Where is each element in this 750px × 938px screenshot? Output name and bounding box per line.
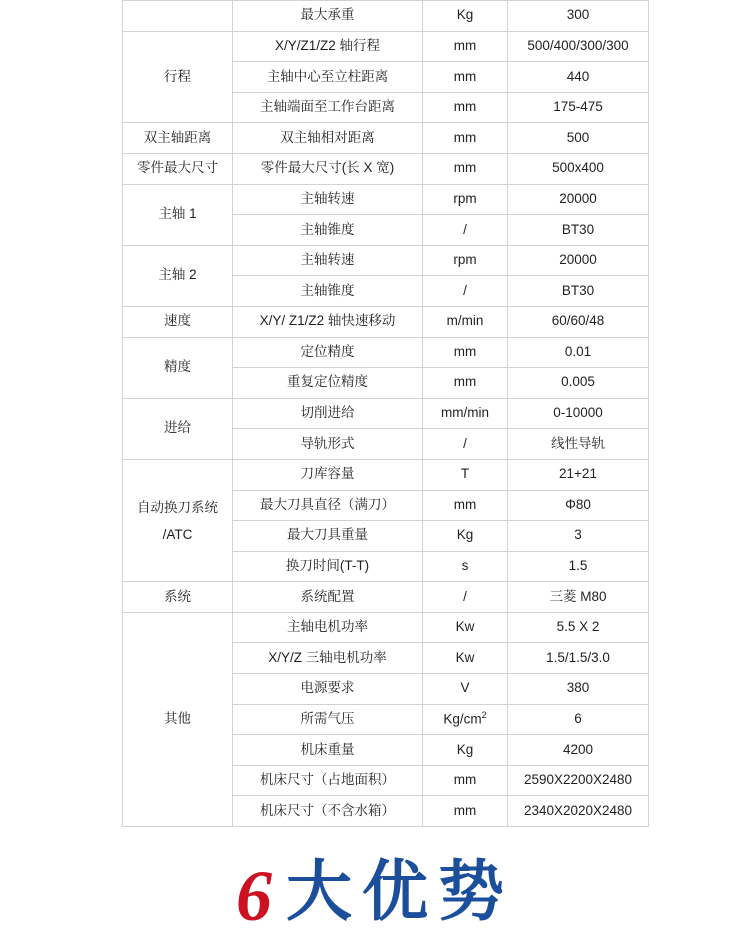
row-value: Φ80 (508, 490, 649, 521)
row-item: 机床尺寸（不含水箱） (233, 796, 423, 827)
row-unit: Kw (423, 612, 508, 643)
headline-text: 大优势 (286, 854, 514, 928)
row-item: 重复定位精度 (233, 368, 423, 399)
row-value: 2340X2020X2480 (508, 796, 649, 827)
row-item: 机床重量 (233, 735, 423, 766)
row-value: 175-475 (508, 92, 649, 123)
row-item: 机床尺寸（占地面积） (233, 765, 423, 796)
row-value: 0-10000 (508, 398, 649, 429)
row-unit: / (423, 582, 508, 613)
row-category (123, 459, 233, 581)
row-unit: / (423, 429, 508, 460)
row-item: 切削进给 (233, 398, 423, 429)
row-item: 主轴转速 (233, 184, 423, 215)
row-category: 行程 (123, 31, 233, 123)
row-unit: Kg (423, 735, 508, 766)
specification-table (122, 0, 649, 827)
row-unit: mm/min (423, 398, 508, 429)
row-value: 440 (508, 62, 649, 93)
row-item: 所需气压 (233, 704, 423, 735)
row-category: 进给 (123, 398, 233, 459)
row-unit: rpm (423, 245, 508, 276)
row-unit: Kw (423, 643, 508, 674)
row-value: 0.005 (508, 368, 649, 399)
row-value: 500 (508, 123, 649, 154)
row-value: 500/400/300/300 (508, 31, 649, 62)
row-item: 主轴锥度 (233, 215, 423, 246)
table-row (123, 245, 649, 276)
row-unit: T (423, 459, 508, 490)
table-row (123, 31, 649, 62)
row-category: 零件最大尺寸 (123, 153, 233, 184)
row-unit (423, 704, 508, 735)
row-item: 主轴电机功率 (233, 612, 423, 643)
row-unit: / (423, 276, 508, 307)
row-item: 主轴中心至立柱距离 (233, 62, 423, 93)
row-value: 线性导轨 (508, 429, 649, 460)
row-unit: mm (423, 368, 508, 399)
row-value: 6 (508, 704, 649, 735)
headline-number: 6 (236, 856, 272, 936)
row-value: 4200 (508, 735, 649, 766)
row-item: 主轴端面至工作台距离 (233, 92, 423, 123)
row-value: 2590X2200X2480 (508, 765, 649, 796)
row-category (123, 1, 233, 32)
unit-exponent: 2 (481, 710, 487, 721)
row-unit: mm (423, 765, 508, 796)
row-unit: mm (423, 92, 508, 123)
row-category: 速度 (123, 306, 233, 337)
row-item: 定位精度 (233, 337, 423, 368)
row-value: 三菱 M80 (508, 582, 649, 613)
row-unit: mm (423, 123, 508, 154)
row-unit: mm (423, 796, 508, 827)
row-category: 主轴 1 (123, 184, 233, 245)
row-item: 换刀时间(T-T) (233, 551, 423, 582)
row-value: 500x400 (508, 153, 649, 184)
row-item: 最大刀具重量 (233, 521, 423, 552)
row-value: 0.01 (508, 337, 649, 368)
row-item: 最大承重 (233, 1, 423, 32)
row-item: 零件最大尺寸(长 X 宽) (233, 153, 423, 184)
table-row (123, 184, 649, 215)
table-row (123, 306, 649, 337)
table-row (123, 459, 649, 490)
row-unit: V (423, 674, 508, 705)
table-row (123, 582, 649, 613)
row-item: X/Y/ Z1/Z2 轴快速移动 (233, 306, 423, 337)
row-item: 主轴转速 (233, 245, 423, 276)
table-row (123, 123, 649, 154)
table-body (123, 1, 649, 827)
row-value: 20000 (508, 245, 649, 276)
row-category: 精度 (123, 337, 233, 398)
row-unit: / (423, 215, 508, 246)
table-row (123, 612, 649, 643)
row-unit: mm (423, 153, 508, 184)
row-item: 刀库容量 (233, 459, 423, 490)
row-unit: m/min (423, 306, 508, 337)
row-value: 380 (508, 674, 649, 705)
table-row (123, 398, 649, 429)
row-item: 导轨形式 (233, 429, 423, 460)
row-item: 电源要求 (233, 674, 423, 705)
row-item: 双主轴相对距离 (233, 123, 423, 154)
row-value: 3 (508, 521, 649, 552)
row-category: 主轴 2 (123, 245, 233, 306)
row-value: 5.5 X 2 (508, 612, 649, 643)
row-unit: s (423, 551, 508, 582)
row-value: BT30 (508, 215, 649, 246)
row-unit: mm (423, 31, 508, 62)
row-value: 1.5/1.5/3.0 (508, 643, 649, 674)
row-value: 21+21 (508, 459, 649, 490)
row-value: BT30 (508, 276, 649, 307)
table-row (123, 1, 649, 32)
row-value: 300 (508, 1, 649, 32)
row-category: 双主轴距离 (123, 123, 233, 154)
row-unit: Kg (423, 1, 508, 32)
row-category: 系统 (123, 582, 233, 613)
table-row (123, 153, 649, 184)
row-category-line1: 自动换刀系统 /ATC (137, 499, 218, 542)
row-category: 其他 (123, 612, 233, 826)
row-item: X/Y/Z1/Z2 轴行程 (233, 31, 423, 62)
row-unit: rpm (423, 184, 508, 215)
row-item: X/Y/Z 三轴电机功率 (233, 643, 423, 674)
row-item: 最大刀具直径（满刀） (233, 490, 423, 521)
row-unit: mm (423, 490, 508, 521)
section-headline (0, 838, 750, 938)
table-row (123, 337, 649, 368)
unit-base: Kg/cm (443, 711, 482, 727)
row-unit: mm (423, 62, 508, 93)
row-value: 20000 (508, 184, 649, 215)
row-item: 系统配置 (233, 582, 423, 613)
row-item: 主轴锥度 (233, 276, 423, 307)
row-value: 1.5 (508, 551, 649, 582)
row-value: 60/60/48 (508, 306, 649, 337)
row-unit: mm (423, 337, 508, 368)
row-unit: Kg (423, 521, 508, 552)
